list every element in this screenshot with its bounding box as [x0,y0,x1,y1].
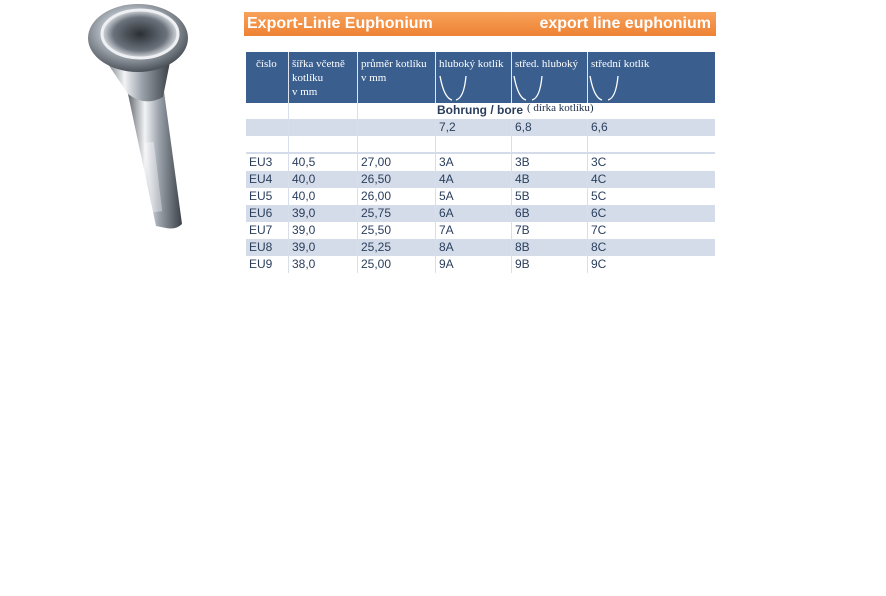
cell-hluboky: 6A [435,205,511,222]
header-prumer [357,52,435,103]
cell-hluboky: 5A [435,188,511,205]
cell-stredni: 9C [587,256,715,273]
table-cell [435,136,511,152]
cell-hluboky: 7A [435,222,511,239]
cell-sirka: 40,0 [288,188,357,205]
table-row [246,171,715,188]
cell-prumer: 25,75 [357,205,435,222]
cell-sirka: 40,5 [288,154,357,171]
cell-stred-hluboky: 9B [511,256,587,273]
cell-prumer: 25,25 [357,239,435,256]
header-stred-hluboky-text: střed. hluboký [515,58,578,70]
header-cislo-text: číslo [256,58,277,70]
header-sirka-line3: v mm [292,86,318,98]
cell-sirka: 39,0 [288,239,357,256]
table-cell [288,103,357,119]
table-cell [246,103,288,119]
cell-prumer: 25,00 [357,256,435,273]
table-row [246,256,715,273]
cell-hluboky: 9A [435,256,511,273]
cell-cislo: EU4 [249,172,273,186]
title-english: export line euphonium [539,15,711,32]
cell-stred-hluboky: 5B [511,188,587,205]
cell-sirka: 39,0 [288,222,357,239]
bracket-marks [430,70,630,105]
bore-note: ( dírka kotlíku) [527,102,594,114]
cell-stredni: 7C [587,222,715,239]
header-stredni-text: střední kotlík [591,58,650,70]
cell-stred-hluboky: 3B [511,154,587,171]
header-prumer-line2: v mm [361,72,387,84]
cell-prumer: 27,00 [357,154,435,171]
bore-label: Bohrung / bore [437,103,523,117]
header-prumer-line1: průměr kotlíku [361,58,427,70]
table-row [246,205,715,222]
table-cell [587,136,715,152]
table-cell [246,136,288,152]
table-row [246,154,715,171]
cell-cislo: EU7 [249,223,273,237]
table-row [246,188,715,205]
bore-values-row [246,119,715,136]
cell-cislo: EU8 [249,240,273,254]
table-cell [288,119,357,136]
header-sirka-line2: kotlíku [292,72,324,84]
cell-stredni: 6C [587,205,715,222]
cell-sirka: 40,0 [288,171,357,188]
header-sirka-line1: šířka včetně [292,58,345,70]
mouthpiece-image [70,2,200,232]
table-cell [511,136,587,152]
cell-stredni: 5C [587,188,715,205]
table-spacer [246,136,715,152]
cell-stred-hluboky: 7B [511,222,587,239]
table-cell [357,136,435,152]
cell-stred-hluboky: 8B [511,239,587,256]
cell-prumer: 26,50 [357,171,435,188]
table-row [246,239,715,256]
header-cislo [246,52,288,103]
table-cell [357,119,435,136]
table-cell [357,103,435,119]
bore-value-b: 6,8 [511,119,587,136]
cell-stred-hluboky: 4B [511,171,587,188]
table-cell [288,136,357,152]
bore-value-a: 7,2 [435,119,511,136]
cell-hluboky: 8A [435,239,511,256]
cell-stred-hluboky: 6B [511,205,587,222]
title-german: Export-Linie Euphonium [247,15,433,32]
table-row [246,222,715,239]
title-banner [244,12,716,36]
cell-prumer: 26,00 [357,188,435,205]
cell-cislo: EU9 [249,257,273,271]
header-hluboky-text: hluboký kotlík [439,58,504,70]
cell-stredni: 8C [587,239,715,256]
cell-sirka: 38,0 [288,256,357,273]
cell-cislo: EU5 [249,189,273,203]
cell-hluboky: 4A [435,171,511,188]
cell-prumer: 25,50 [357,222,435,239]
cell-cislo: EU3 [249,155,273,169]
table-cell [246,119,288,136]
cell-hluboky: 3A [435,154,511,171]
header-sirka [288,52,357,103]
cell-stredni: 4C [587,171,715,188]
cell-sirka: 39,0 [288,205,357,222]
bore-value-c: 6,6 [587,119,715,136]
cell-stredni: 3C [587,154,715,171]
cell-cislo: EU6 [249,206,273,220]
table-spacer [246,103,715,119]
